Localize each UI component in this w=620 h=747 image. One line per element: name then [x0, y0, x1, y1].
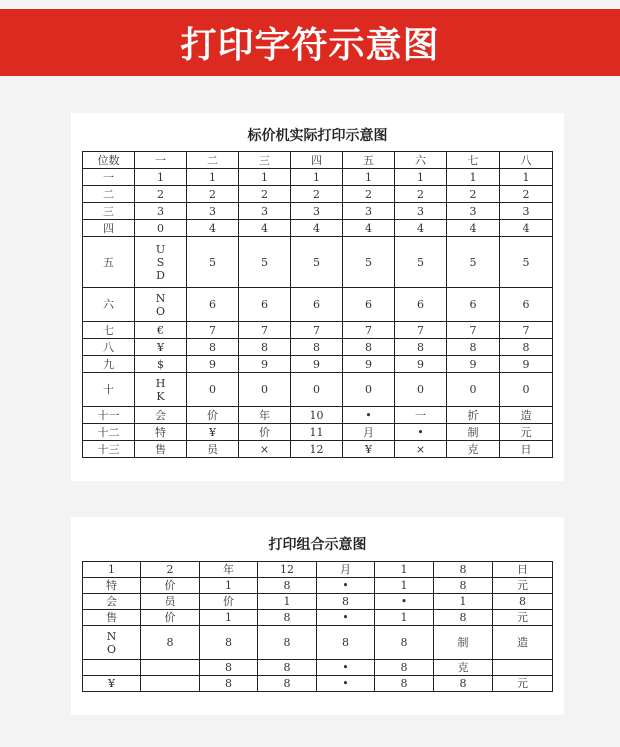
table-cell: 0 — [135, 220, 187, 237]
table-cell: 6 — [187, 288, 239, 322]
table-cell: 1 — [239, 169, 291, 186]
table-cell: 1 — [200, 610, 258, 626]
table-cell: 价 — [141, 610, 200, 626]
table-cell: 3 — [135, 203, 187, 220]
stacked-char: N — [155, 291, 166, 305]
table-cell: 价 — [141, 578, 200, 594]
stacked-char: D — [156, 268, 165, 282]
table-cell: 制 — [434, 626, 493, 660]
table-row — [83, 339, 553, 356]
table2-title: 打印组合示意图 — [268, 537, 367, 553]
table-cell: 5 — [239, 237, 291, 288]
table-cell: 7 — [500, 322, 553, 339]
table-cell: 8 — [375, 676, 434, 692]
table-cell: 8 — [258, 626, 317, 660]
table-cell: 12 — [291, 441, 343, 458]
table-row — [83, 186, 553, 203]
table-cell: × — [239, 441, 291, 458]
row-label-cell: 五 — [83, 237, 135, 288]
table-cell: 1 — [135, 169, 187, 186]
table-cell: 6 — [395, 288, 447, 322]
table-cell — [135, 288, 187, 322]
header-cell: 一 — [135, 152, 187, 169]
header-cell: 三 — [239, 152, 291, 169]
table-row — [83, 424, 553, 441]
table-cell: 8 — [239, 339, 291, 356]
table-cell: 1 — [258, 594, 317, 610]
banner-title: 打印字符示意图 — [180, 25, 440, 66]
table-cell — [135, 237, 187, 288]
table-cell: 8 — [200, 676, 258, 692]
table-cell: 会 — [135, 407, 187, 424]
table-cell: 0 — [291, 373, 343, 407]
row-label-cell: 七 — [83, 322, 135, 339]
table-cell: 8 — [375, 660, 434, 676]
table-cell — [493, 660, 553, 676]
table-cell: ¥ — [343, 441, 395, 458]
print-combination-card — [71, 517, 564, 715]
table-cell: 4 — [500, 220, 553, 237]
table-cell: 特 — [135, 424, 187, 441]
table-cell: 1 — [375, 578, 434, 594]
header-cell: 七 — [447, 152, 500, 169]
row-label-cell: 十 — [83, 373, 135, 407]
table-row — [83, 203, 553, 220]
stacked-char: S — [156, 255, 165, 269]
stacked-char: O — [106, 642, 117, 656]
table-cell: • — [317, 578, 375, 594]
table-cell: × — [395, 441, 447, 458]
table-cell — [135, 373, 187, 407]
table-cell: 1 — [447, 169, 500, 186]
table-cell: 7 — [291, 322, 343, 339]
table-cell: 造 — [500, 407, 553, 424]
table-cell: 4 — [395, 220, 447, 237]
table-cell: 日 — [493, 562, 553, 578]
table-cell: 4 — [447, 220, 500, 237]
table-cell — [141, 660, 200, 676]
table-cell: 3 — [239, 203, 291, 220]
table-row — [83, 578, 553, 594]
table-row — [83, 356, 553, 373]
table-cell: 9 — [447, 356, 500, 373]
table-cell: 元 — [500, 424, 553, 441]
table-cell: 一 — [395, 407, 447, 424]
table-row — [83, 322, 553, 339]
table-cell: 8 — [317, 626, 375, 660]
table-cell: 0 — [187, 373, 239, 407]
table-cell: 员 — [141, 594, 200, 610]
table-cell: 8 — [493, 594, 553, 610]
table-cell: 9 — [343, 356, 395, 373]
table-cell: 0 — [500, 373, 553, 407]
row-label-cell: 六 — [83, 288, 135, 322]
table-cell: 2 — [343, 186, 395, 203]
table-cell: 3 — [395, 203, 447, 220]
table-cell: 造 — [493, 626, 553, 660]
table-cell: 0 — [447, 373, 500, 407]
table-cell: 1 — [375, 610, 434, 626]
table-row — [83, 626, 553, 660]
table-cell: 1 — [291, 169, 343, 186]
table-cell: 2 — [187, 186, 239, 203]
table-cell: 0 — [239, 373, 291, 407]
table-row — [83, 373, 553, 407]
row-label-cell: 四 — [83, 220, 135, 237]
table-cell: 1 — [434, 594, 493, 610]
table-cell: 7 — [239, 322, 291, 339]
header-cell: 位数 — [83, 152, 135, 169]
table-cell: 8 — [258, 676, 317, 692]
table-cell: 折 — [447, 407, 500, 424]
table-cell: 售 — [135, 441, 187, 458]
table-cell: 2 — [395, 186, 447, 203]
table-cell: 8 — [291, 339, 343, 356]
table-cell: 日 — [500, 441, 553, 458]
table-cell: 7 — [343, 322, 395, 339]
table-header-row — [83, 152, 553, 169]
table-cell — [141, 676, 200, 692]
table-cell: 年 — [239, 407, 291, 424]
table-cell: 制 — [447, 424, 500, 441]
table-cell: 8 — [258, 578, 317, 594]
header-cell: 四 — [291, 152, 343, 169]
price-tag-print-card — [71, 113, 564, 481]
table-cell: 3 — [187, 203, 239, 220]
table-cell: 7 — [447, 322, 500, 339]
table-cell: 8 — [375, 626, 434, 660]
row-label-cell: 一 — [83, 169, 135, 186]
table-cell: 月 — [343, 424, 395, 441]
table-cell: 9 — [187, 356, 239, 373]
table-cell: 11 — [291, 424, 343, 441]
table-cell: 8 — [258, 610, 317, 626]
table-cell: • — [317, 676, 375, 692]
table-cell: 6 — [291, 288, 343, 322]
table-cell: ¥ — [83, 676, 141, 692]
table-cell: 2 — [447, 186, 500, 203]
table-row — [83, 220, 553, 237]
table-cell: 5 — [395, 237, 447, 288]
table-cell: € — [135, 322, 187, 339]
table-cell: 克 — [447, 441, 500, 458]
table-cell: 7 — [187, 322, 239, 339]
header-cell: 二 — [187, 152, 239, 169]
table-cell: 1 — [187, 169, 239, 186]
table-cell — [83, 626, 141, 660]
table-row — [83, 237, 553, 288]
table-row — [83, 594, 553, 610]
table-row — [83, 676, 553, 692]
table-cell: 6 — [447, 288, 500, 322]
table-cell: 1 — [395, 169, 447, 186]
header-cell: 五 — [343, 152, 395, 169]
table-cell: 价 — [187, 407, 239, 424]
table-cell: 特 — [83, 578, 141, 594]
stacked-char: H — [155, 376, 166, 390]
table-cell: 8 — [200, 626, 258, 660]
stacked-char: U — [155, 242, 166, 256]
table-cell: 10 — [291, 407, 343, 424]
table-cell: 8 — [258, 660, 317, 676]
row-label-cell: 八 — [83, 339, 135, 356]
table-cell: • — [317, 660, 375, 676]
table-cell: 价 — [200, 594, 258, 610]
row-label-cell: 十一 — [83, 407, 135, 424]
table-cell: 0 — [395, 373, 447, 407]
table-cell: ¥ — [187, 424, 239, 441]
table-cell: 8 — [187, 339, 239, 356]
table-cell: 5 — [500, 237, 553, 288]
table-cell: 6 — [239, 288, 291, 322]
table-row — [83, 441, 553, 458]
table-cell: 9 — [239, 356, 291, 373]
stacked-char: O — [155, 304, 166, 318]
price-tag-print-table — [82, 151, 553, 458]
table-cell: 8 — [200, 660, 258, 676]
table-cell: 会 — [83, 594, 141, 610]
table-cell: 1 — [343, 169, 395, 186]
table-cell: 3 — [500, 203, 553, 220]
table-cell: 8 — [434, 578, 493, 594]
table-cell — [83, 660, 141, 676]
row-label-cell: 九 — [83, 356, 135, 373]
header-cell: 六 — [395, 152, 447, 169]
row-label-cell: 十三 — [83, 441, 135, 458]
table-cell: 5 — [187, 237, 239, 288]
table-cell: 元 — [493, 610, 553, 626]
table1-title: 标价机实际打印示意图 — [247, 128, 388, 144]
table-cell: 9 — [291, 356, 343, 373]
print-combination-table — [82, 561, 553, 692]
row-label-cell: 二 — [83, 186, 135, 203]
header-cell: 八 — [500, 152, 553, 169]
table-cell: 8 — [343, 339, 395, 356]
row-label-cell: 三 — [83, 203, 135, 220]
table-cell: 员 — [187, 441, 239, 458]
table-cell: 8 — [434, 676, 493, 692]
table-row — [83, 169, 553, 186]
table-cell: $ — [135, 356, 187, 373]
table-cell: 7 — [395, 322, 447, 339]
table-cell: 1 — [500, 169, 553, 186]
table-cell: 2 — [135, 186, 187, 203]
table-cell: 8 — [395, 339, 447, 356]
table-cell: 元 — [493, 676, 553, 692]
table-cell: • — [395, 424, 447, 441]
table-cell: 售 — [83, 610, 141, 626]
table-row — [83, 660, 553, 676]
table-cell: 8 — [434, 610, 493, 626]
table-cell: 2 — [291, 186, 343, 203]
table-cell: 4 — [291, 220, 343, 237]
table-cell: 9 — [500, 356, 553, 373]
table-cell: 3 — [291, 203, 343, 220]
table-cell: 6 — [500, 288, 553, 322]
table-cell: 5 — [343, 237, 395, 288]
table-cell: 1 — [200, 578, 258, 594]
table-cell: 月 — [317, 562, 375, 578]
stacked-char: N — [106, 629, 117, 643]
table-cell: 9 — [395, 356, 447, 373]
header-banner — [0, 9, 620, 76]
table-cell: 8 — [500, 339, 553, 356]
row-label-cell: 十二 — [83, 424, 135, 441]
table-cell: 12 — [258, 562, 317, 578]
table-cell: 3 — [447, 203, 500, 220]
table-row — [83, 288, 553, 322]
stacked-char: K — [156, 389, 165, 403]
table-cell: 8 — [141, 626, 200, 660]
table-cell: 价 — [239, 424, 291, 441]
table-cell: 年 — [200, 562, 258, 578]
table-cell: 1 — [375, 562, 434, 578]
table-cell: 0 — [343, 373, 395, 407]
table-cell: 6 — [343, 288, 395, 322]
table-row — [83, 562, 553, 578]
table-cell: 5 — [291, 237, 343, 288]
table-cell: 3 — [343, 203, 395, 220]
table-cell: 4 — [343, 220, 395, 237]
table-cell: ¥ — [135, 339, 187, 356]
table-cell: • — [375, 594, 434, 610]
table-cell: 4 — [239, 220, 291, 237]
table-row — [83, 610, 553, 626]
table-cell: 1 — [83, 562, 141, 578]
table-cell: 8 — [434, 562, 493, 578]
table-cell: 2 — [141, 562, 200, 578]
table-cell: 4 — [187, 220, 239, 237]
table-cell: 8 — [447, 339, 500, 356]
table-cell: 8 — [317, 594, 375, 610]
table-cell: 克 — [434, 660, 493, 676]
table-cell: 2 — [500, 186, 553, 203]
table-cell: 5 — [447, 237, 500, 288]
table-cell: 2 — [239, 186, 291, 203]
table-cell: • — [343, 407, 395, 424]
table-cell: • — [317, 610, 375, 626]
table-row — [83, 407, 553, 424]
table-cell: 元 — [493, 578, 553, 594]
